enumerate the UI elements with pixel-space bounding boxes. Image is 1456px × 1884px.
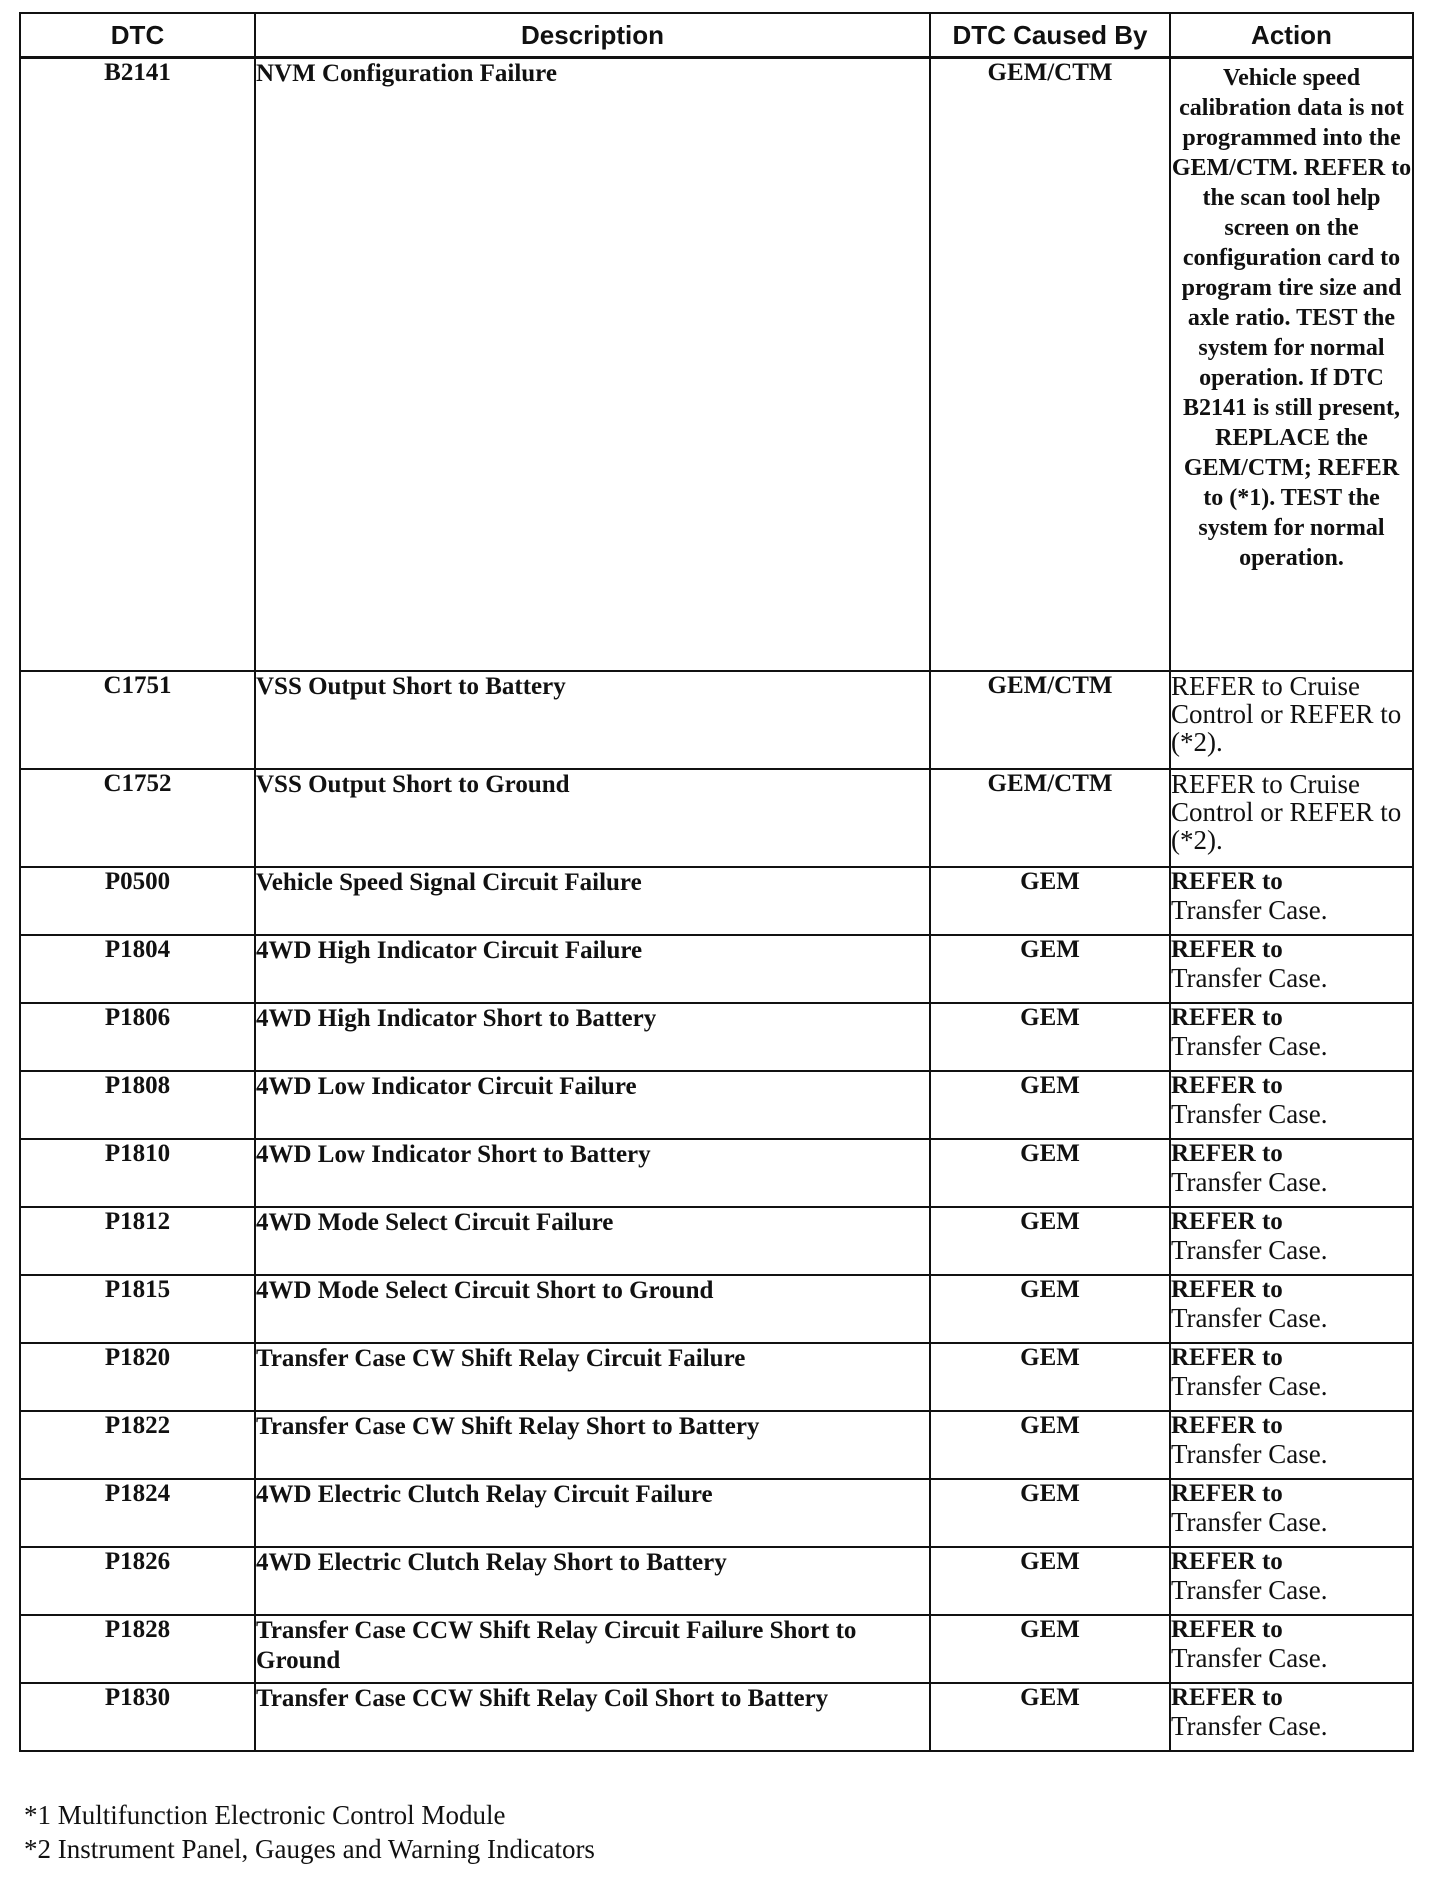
action-refer-label: REFER to [1171, 1616, 1283, 1643]
dtc-description: VSS Output Short to Ground [255, 769, 930, 867]
table-row [20, 1547, 1413, 1615]
action-target: Transfer Case. [1171, 1235, 1328, 1265]
dtc-description: 4WD Low Indicator Circuit Failure [255, 1071, 930, 1139]
action-target: Transfer Case. [1171, 1167, 1328, 1197]
footnote-2: *2 Instrument Panel, Gauges and Warning Indicators [24, 1834, 595, 1864]
dtc-action [1170, 1139, 1413, 1207]
dtc-description: 4WD High Indicator Circuit Failure [255, 935, 930, 1003]
table-row [20, 867, 1413, 935]
action-target: Transfer Case. [1171, 895, 1328, 925]
dtc-caused-by: GEM [930, 1071, 1170, 1139]
footnotes [24, 1798, 595, 1866]
action-refer-label: REFER to [1171, 936, 1283, 963]
table-row [20, 1615, 1413, 1683]
dtc-code: P1820 [20, 1343, 255, 1411]
dtc-code: P1815 [20, 1275, 255, 1343]
dtc-action [1170, 1207, 1413, 1275]
dtc-action [1170, 1547, 1413, 1615]
dtc-code: C1752 [20, 769, 255, 867]
action-refer-label: REFER to [1171, 1344, 1283, 1371]
header-dtc: DTC [20, 13, 255, 58]
dtc-code: P1830 [20, 1683, 255, 1751]
table-row [20, 1411, 1413, 1479]
action-target: Transfer Case. [1171, 1031, 1328, 1061]
dtc-description: 4WD High Indicator Short to Battery [255, 1003, 930, 1071]
dtc-caused-by: GEM [930, 1411, 1170, 1479]
action-refer-label: REFER to [1171, 1276, 1283, 1303]
dtc-action [1170, 1615, 1413, 1683]
dtc-description: Transfer Case CW Shift Relay Circuit Failure [255, 1343, 930, 1411]
dtc-code: P1806 [20, 1003, 255, 1071]
table-row [20, 1207, 1413, 1275]
dtc-code: P1804 [20, 935, 255, 1003]
footnote-1: *1 Multifunction Electronic Control Module [24, 1800, 506, 1830]
dtc-caused-by: GEM/CTM [930, 671, 1170, 769]
dtc-caused-by: GEM [930, 867, 1170, 935]
dtc-description: NVM Configuration Failure [255, 58, 930, 672]
dtc-description: Vehicle Speed Signal Circuit Failure [255, 867, 930, 935]
action-target: Transfer Case. [1171, 963, 1328, 993]
dtc-description: 4WD Mode Select Circuit Short to Ground [255, 1275, 930, 1343]
dtc-caused-by: GEM [930, 1139, 1170, 1207]
dtc-description: Transfer Case CCW Shift Relay Circuit Failure Short to Ground [255, 1615, 930, 1683]
dtc-code: P1826 [20, 1547, 255, 1615]
table-row [20, 1071, 1413, 1139]
table-row [20, 1479, 1413, 1547]
action-refer-label: REFER to [1171, 1480, 1283, 1507]
action-target: Transfer Case. [1171, 1099, 1328, 1129]
dtc-action: Vehicle speed calibration data is not programmed into the GEM/CTM. REFER to the scan tool help screen on the configuration card to program tire size and axle ratio. TEST the system for normal operation. If DTC B2141 is still present, REPLACE the GEM/CTM; REFER to (*1). TEST the system for normal operation. [1170, 58, 1413, 672]
table-header-row [20, 13, 1413, 58]
dtc-description: 4WD Mode Select Circuit Failure [255, 1207, 930, 1275]
action-target: Transfer Case. [1171, 1371, 1328, 1401]
dtc-action: REFER to Cruise Control or REFER to (*2). [1170, 769, 1413, 867]
action-target: Transfer Case. [1171, 1711, 1328, 1741]
action-refer-label: REFER to [1171, 1140, 1283, 1167]
dtc-code: P1808 [20, 1071, 255, 1139]
dtc-action [1170, 935, 1413, 1003]
action-refer-label: REFER to [1171, 1548, 1283, 1575]
header-action: Action [1170, 13, 1413, 58]
action-refer-label: REFER to [1171, 1412, 1283, 1439]
action-target: Transfer Case. [1171, 1507, 1328, 1537]
dtc-caused-by: GEM [930, 1547, 1170, 1615]
dtc-description: 4WD Low Indicator Short to Battery [255, 1139, 930, 1207]
dtc-action [1170, 1003, 1413, 1071]
action-target: Transfer Case. [1171, 1303, 1328, 1333]
dtc-caused-by: GEM [930, 1003, 1170, 1071]
dtc-action [1170, 1683, 1413, 1751]
table-row [20, 1003, 1413, 1071]
dtc-table [19, 12, 1414, 1752]
dtc-description: Transfer Case CCW Shift Relay Coil Short to Battery [255, 1683, 930, 1751]
action-target: Transfer Case. [1171, 1575, 1328, 1605]
action-refer-label: REFER to [1171, 868, 1283, 895]
table-row [20, 769, 1413, 867]
dtc-code: B2141 [20, 58, 255, 672]
dtc-caused-by: GEM [930, 935, 1170, 1003]
dtc-code: P1828 [20, 1615, 255, 1683]
dtc-action [1170, 1479, 1413, 1547]
dtc-caused-by: GEM/CTM [930, 769, 1170, 867]
table-row [20, 1275, 1413, 1343]
dtc-action [1170, 1071, 1413, 1139]
dtc-action: REFER to Cruise Control or REFER to (*2). [1170, 671, 1413, 769]
action-target: Transfer Case. [1171, 1643, 1328, 1673]
dtc-code: P1824 [20, 1479, 255, 1547]
dtc-caused-by: GEM [930, 1479, 1170, 1547]
action-refer-label: REFER to [1171, 1684, 1283, 1711]
action-target: Transfer Case. [1171, 1439, 1328, 1469]
dtc-description: 4WD Electric Clutch Relay Circuit Failure [255, 1479, 930, 1547]
table-row [20, 935, 1413, 1003]
dtc-code: P1810 [20, 1139, 255, 1207]
dtc-description: Transfer Case CW Shift Relay Short to Battery [255, 1411, 930, 1479]
action-refer-label: REFER to [1171, 1004, 1283, 1031]
dtc-caused-by: GEM/CTM [930, 58, 1170, 672]
dtc-description: 4WD Electric Clutch Relay Short to Battery [255, 1547, 930, 1615]
action-refer-label: REFER to [1171, 1072, 1283, 1099]
table-row [20, 1139, 1413, 1207]
dtc-description: VSS Output Short to Battery [255, 671, 930, 769]
dtc-code: P1822 [20, 1411, 255, 1479]
dtc-action [1170, 867, 1413, 935]
dtc-caused-by: GEM [930, 1207, 1170, 1275]
table-row [20, 1683, 1413, 1751]
header-caused-by: DTC Caused By [930, 13, 1170, 58]
table-row [20, 671, 1413, 769]
header-description: Description [255, 13, 930, 58]
dtc-action [1170, 1275, 1413, 1343]
table-row [20, 58, 1413, 672]
dtc-caused-by: GEM [930, 1615, 1170, 1683]
table-row [20, 1343, 1413, 1411]
dtc-code: P1812 [20, 1207, 255, 1275]
dtc-code: C1751 [20, 671, 255, 769]
dtc-caused-by: GEM [930, 1683, 1170, 1751]
dtc-caused-by: GEM [930, 1275, 1170, 1343]
dtc-action [1170, 1411, 1413, 1479]
dtc-action [1170, 1343, 1413, 1411]
dtc-caused-by: GEM [930, 1343, 1170, 1411]
dtc-code: P0500 [20, 867, 255, 935]
action-refer-label: REFER to [1171, 1208, 1283, 1235]
